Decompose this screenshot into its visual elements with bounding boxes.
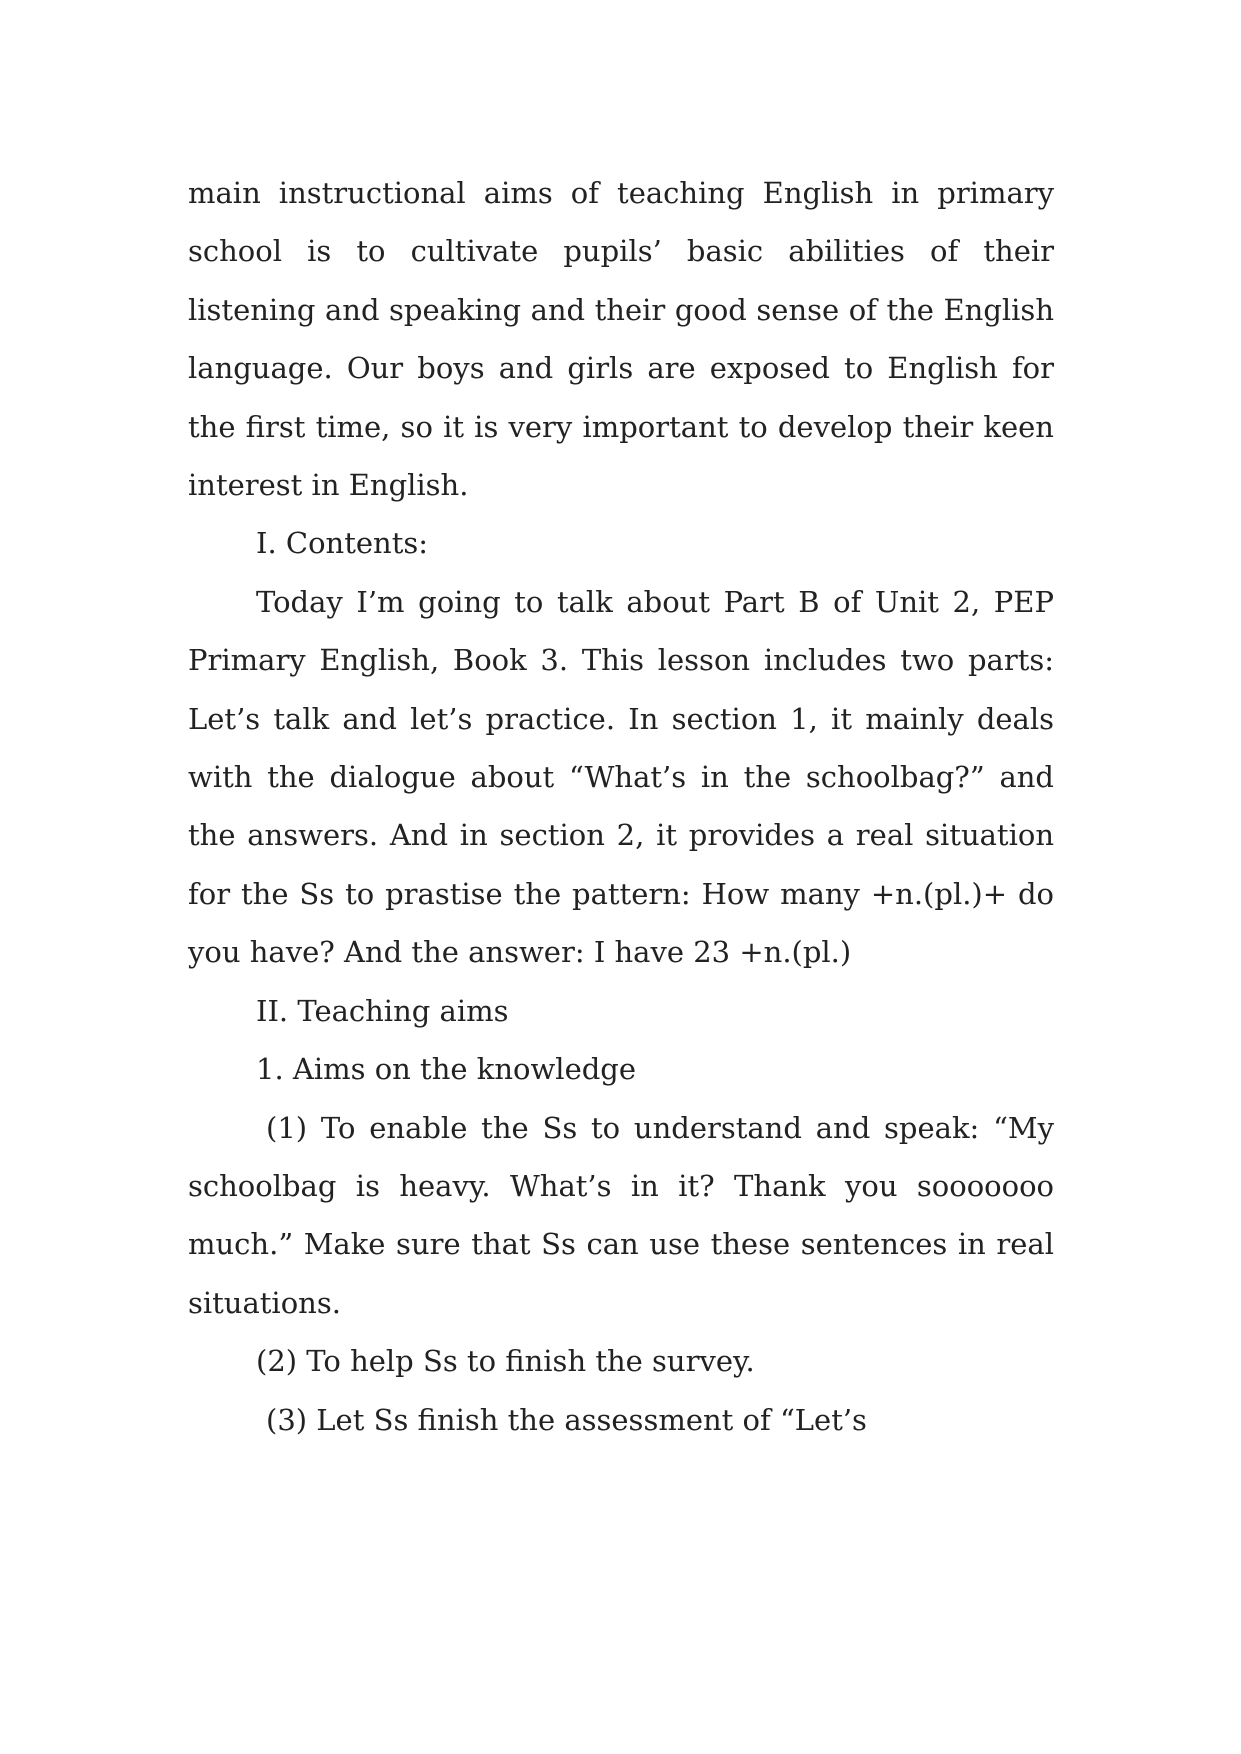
contents-paragraph: Today I’m going to talk about Part B of Unit 2, PEP Primary English, Book 3. This lesson includes two parts: Let’s talk and let’s practice. In section 1, it mainly deals with the dialogue about “What’s in the schoolbag?” and the answers. And in section 2, it provides a real situation for the Ss to prastise the pattern: How many +n.(pl.)+ do you have? And the answer: I have 23 +n.(pl.): [188, 584, 1054, 970]
aim-item-1: (1) To enable the Ss to understand and speak: “My schoolbag is heavy. What’s in it? Thank you sooooooo much.” Make sure that Ss can use these sentences in real situations.: [188, 1110, 1054, 1320]
section-heading-contents: I. Contents:: [256, 526, 429, 561]
aim-item-2: (2) To help Ss to finish the survey.: [256, 1344, 755, 1379]
intro-paragraph: main instructional aims of teaching English in primary school is to cultivate pupils’ basic abilities of their listening and speaking and their good sense of the English language. Our boys and girls are exposed to English for the first time, so it is very important to develop their keen interest in English.: [188, 176, 1054, 503]
aim-item-3: (3) Let Ss finish the assessment of “Let’s: [266, 1402, 867, 1437]
section-heading-teaching-aims: II. Teaching aims: [256, 993, 509, 1028]
subheading-knowledge-aims: 1. Aims on the knowledge: [256, 1052, 637, 1087]
body-text: [188, 164, 1054, 1449]
